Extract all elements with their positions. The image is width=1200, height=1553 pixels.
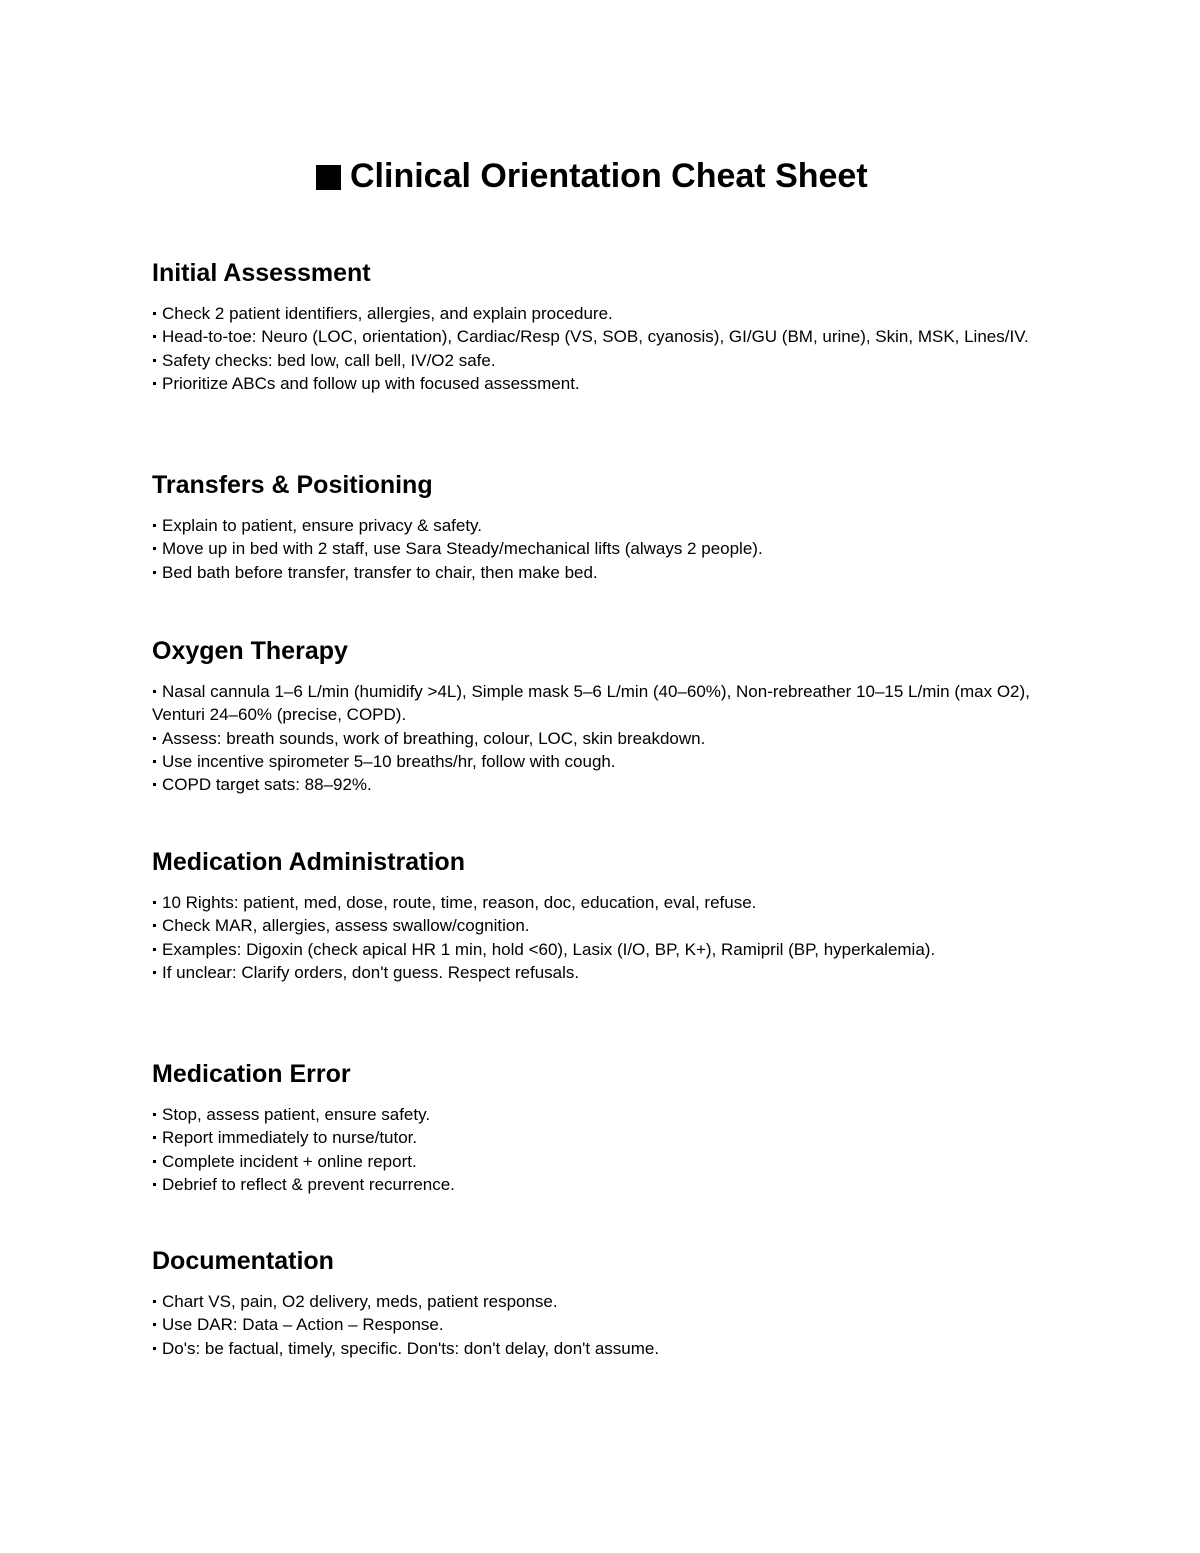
section-heading: Medication Error	[152, 1060, 351, 1088]
bullet-icon	[153, 524, 156, 527]
list-item: Use incentive spirometer 5–10 breaths/hr, follow with cough.	[152, 750, 1052, 773]
page-title-text: Clinical Orientation Cheat Sheet	[350, 157, 868, 195]
bullet-icon	[153, 312, 156, 315]
bullet-icon	[153, 948, 156, 951]
list-item: Debrief to reflect & prevent recurrence.	[152, 1173, 1052, 1196]
bullet-icon	[153, 382, 156, 385]
bullet-list	[152, 680, 1052, 796]
list-item: Nasal cannula 1–6 L/min (humidify >4L), Simple mask 5–6 L/min (40–60%), Non-rebreather 10–15 L/min (max O2), Venturi 24–60% (precise, COPD).	[152, 682, 1030, 725]
list-item: COPD target sats: 88–92%.	[152, 773, 1052, 796]
bullet-icon	[153, 335, 156, 338]
section-heading: Medication Administration	[152, 848, 465, 876]
bullet-icon	[153, 359, 156, 362]
list-item: Examples: Digoxin (check apical HR 1 min, hold <60), Lasix (I/O, BP, K+), Ramipril (BP, hyperkalemia).	[152, 938, 1052, 961]
list-item: If unclear: Clarify orders, don't guess. Respect refusals.	[152, 961, 1052, 984]
bullet-list	[152, 514, 1052, 584]
bullet-icon	[153, 1300, 156, 1303]
bullet-icon	[153, 783, 156, 786]
section-medication-error	[152, 1057, 1052, 1196]
list-item: Complete incident + online report.	[152, 1150, 1052, 1173]
list-item: Report immediately to nurse/tutor.	[152, 1126, 1052, 1149]
bullet-icon	[153, 1347, 156, 1350]
bullet-icon	[153, 760, 156, 763]
section-medication-administration	[152, 845, 1052, 984]
section-heading: Oxygen Therapy	[152, 637, 348, 665]
list-item: Chart VS, pain, O2 delivery, meds, patient response.	[152, 1290, 1052, 1313]
list-item: Head-to-toe: Neuro (LOC, orientation), Cardiac/Resp (VS, SOB, cyanosis), GI/GU (BM, urine), Skin, MSK, Lines/IV.	[152, 325, 1052, 348]
list-item: Bed bath before transfer, transfer to chair, then make bed.	[152, 561, 1052, 584]
bullet-list	[152, 302, 1052, 395]
bullet-list	[152, 1290, 1052, 1360]
square-icon	[316, 165, 341, 190]
bullet-list	[152, 891, 1052, 984]
list-item: Stop, assess patient, ensure safety.	[152, 1103, 1052, 1126]
bullet-list	[152, 1103, 1052, 1196]
section-initial-assessment	[152, 256, 1052, 395]
section-oxygen-therapy	[152, 634, 1052, 796]
bullet-icon	[153, 547, 156, 550]
section-heading: Transfers & Positioning	[152, 471, 433, 499]
list-item: Check MAR, allergies, assess swallow/cognition.	[152, 914, 1052, 937]
section-documentation	[152, 1244, 1052, 1360]
list-item: Move up in bed with 2 staff, use Sara Steady/mechanical lifts (always 2 people).	[152, 537, 1052, 560]
bullet-icon	[153, 971, 156, 974]
list-item: Assess: breath sounds, work of breathing, colour, LOC, skin breakdown.	[152, 727, 1052, 750]
list-item: Prioritize ABCs and follow up with focused assessment.	[152, 372, 1052, 395]
bullet-icon	[153, 1113, 156, 1116]
list-item: Check 2 patient identifiers, allergies, and explain procedure.	[152, 302, 1052, 325]
page-title	[316, 154, 868, 198]
list-item: Explain to patient, ensure privacy & safety.	[152, 514, 1052, 537]
section-heading: Documentation	[152, 1247, 334, 1275]
bullet-icon	[153, 737, 156, 740]
bullet-icon	[153, 571, 156, 574]
list-item: 10 Rights: patient, med, dose, route, time, reason, doc, education, eval, refuse.	[152, 891, 1052, 914]
bullet-icon	[153, 901, 156, 904]
section-transfers-positioning	[152, 468, 1052, 584]
list-item: Do's: be factual, timely, specific. Don'ts: don't delay, don't assume.	[152, 1337, 1052, 1360]
list-item: Safety checks: bed low, call bell, IV/O2 safe.	[152, 349, 1052, 372]
bullet-icon	[153, 690, 156, 693]
list-item: Use DAR: Data – Action – Response.	[152, 1313, 1052, 1336]
bullet-icon	[153, 1323, 156, 1326]
bullet-icon	[153, 1136, 156, 1139]
bullet-icon	[153, 1160, 156, 1163]
section-heading: Initial Assessment	[152, 259, 371, 287]
bullet-icon	[153, 924, 156, 927]
bullet-icon	[153, 1183, 156, 1186]
